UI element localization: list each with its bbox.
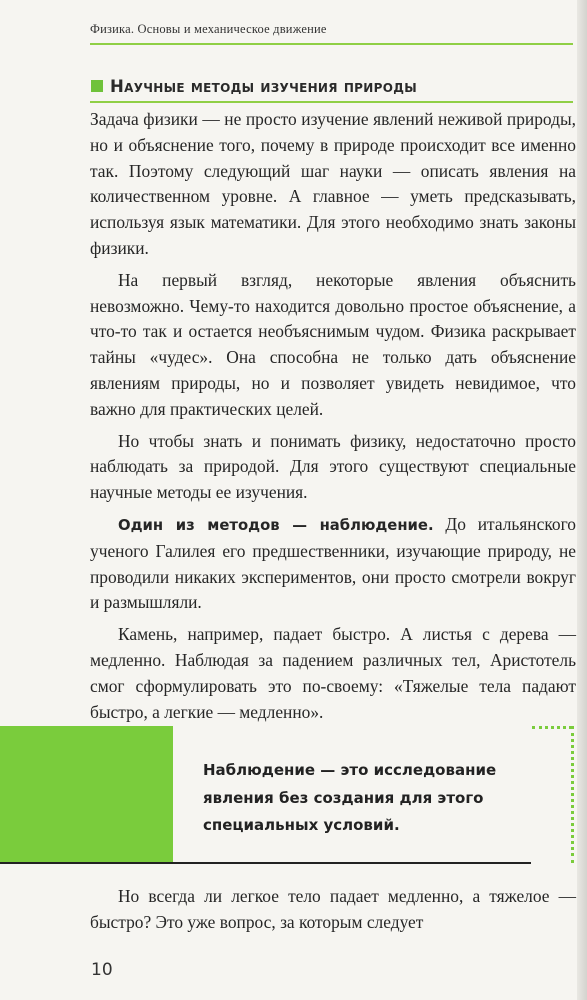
- paragraph-observation: [90, 512, 576, 616]
- main-text: [90, 107, 576, 731]
- header-rule: [90, 43, 573, 45]
- callout-dotted-top: [532, 726, 572, 729]
- callout-dotted-side: [571, 726, 574, 863]
- callout-line-1: Наблюдение — это исследование: [203, 761, 497, 779]
- observation-lead: Один из методов — наблюдение.: [118, 516, 434, 534]
- paragraph-phenomena: На первый взгляд, некоторые явления объяснить невозможно. Чему-то находится довольно простое объяснение, а что-то так и остается необъяснимым чудом. Физика раскрывает тайны «чудес». Она способна не только дать объяснение явлениям природы, но и позволяет увидеть невидимое, что важно для практических целей.: [90, 269, 576, 419]
- section-heading: [91, 73, 571, 99]
- callout-line-3: специальных условий.: [203, 816, 400, 834]
- page-number: 10: [91, 960, 113, 980]
- paragraph-stone: Камень, например, падает быстро. А листья с дерева — медленно. Наблюдая за падением различных тел, Аристотель смог сформулировать это по-своему: «Тяжелые тела падают быстро, а легкие — медленно».: [90, 624, 576, 722]
- page-edge: [577, 0, 587, 1000]
- section-heading-text: Научные методы изучения природы: [110, 76, 417, 96]
- heading-rule: [90, 101, 573, 103]
- paragraph-intro: Задача физики — не просто изучение явлений неживой природы, но и объяснение того, почему в природе происходит все именно так. Поэтому следующий шаг науки — описать явления на количественном уровне. А главное — уметь предсказывать, используя язык математики. Для этого необходимо знать законы физики.: [90, 109, 576, 258]
- observation-rest: До итальянского ученого Галилея его предшественники, изучающие природу, не проводили никаких экспериментов, они просто смотрели вокруг и размышляли.: [90, 513, 576, 613]
- callout-line-2: явления без создания для этого: [203, 788, 484, 807]
- callout-rule: [0, 862, 531, 864]
- callout-green-block: [0, 726, 173, 863]
- paragraph-question: Но всегда ли легкое тело падает медленно, а тяжелое — быстро? Это уже вопрос, за которым следует: [90, 886, 576, 932]
- heading-bullet-square: [91, 80, 103, 92]
- continuation-text: [90, 884, 576, 936]
- running-head: Физика. Основы и механическое движение: [90, 22, 327, 36]
- definition-callout: [203, 757, 563, 840]
- paragraph-methods: Но чтобы знать и понимать физику, недостаточно просто наблюдать за природой. Для этого существуют специальные научные методы ее изучения.: [90, 430, 576, 503]
